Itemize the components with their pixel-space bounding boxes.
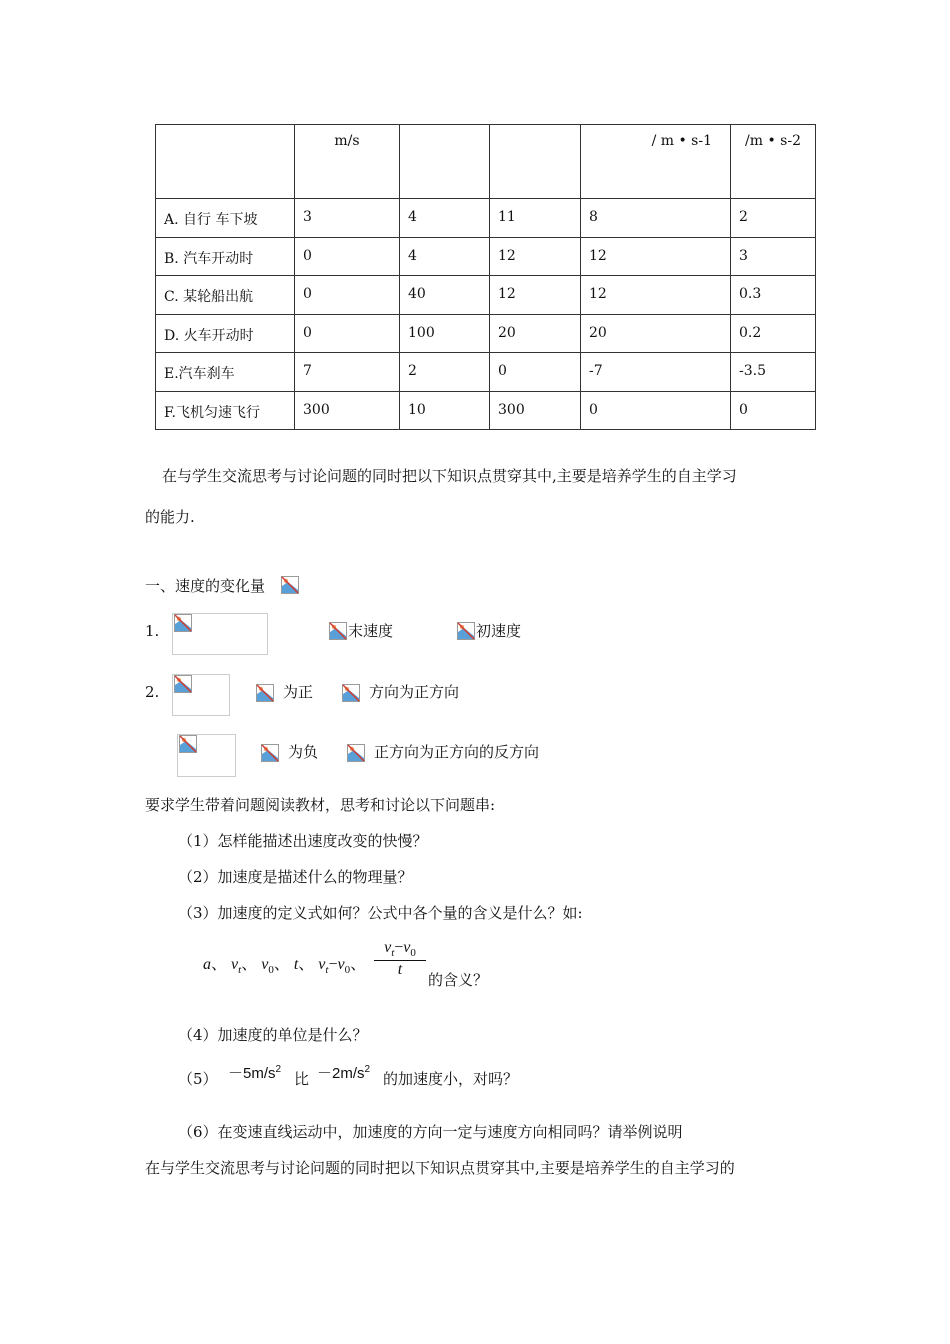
questions-lead: 要求学生带着问题阅读教材，思考和讨论以下问题串: bbox=[145, 796, 496, 814]
table-cell: 12 bbox=[581, 276, 731, 315]
table-cell: 0 bbox=[295, 276, 400, 315]
table-cell: 0 bbox=[581, 391, 731, 430]
table-cell: 40 bbox=[400, 276, 490, 315]
question-5-value-2 bbox=[317, 1062, 370, 1083]
question-1: （1）怎样能描述出速度改变的快慢？ bbox=[178, 832, 428, 850]
broken-image-icon bbox=[174, 675, 192, 693]
positive-label: 为正 bbox=[283, 683, 314, 701]
formula-fraction bbox=[374, 939, 426, 979]
table-cell: 3 bbox=[295, 199, 400, 238]
table-cell: B. 汽车开动时 bbox=[156, 237, 295, 276]
table-header-cell: /m • s-2 bbox=[731, 125, 816, 199]
table-cell: 0 bbox=[731, 391, 816, 430]
table-row bbox=[156, 237, 816, 276]
table-header-cell bbox=[400, 125, 490, 199]
table-cell: 11 bbox=[490, 199, 581, 238]
end-velocity-label: 末速度 bbox=[348, 622, 394, 640]
question-5-value-1 bbox=[228, 1062, 281, 1083]
item-2-number: 2. bbox=[145, 683, 160, 701]
formula-v0: v bbox=[403, 939, 411, 956]
formula-vt: v bbox=[384, 939, 392, 956]
question-3: （3）加速度的定义式如何？公式中各个量的含义是什么？如: bbox=[178, 904, 583, 922]
question-5-mid: 比 bbox=[294, 1070, 310, 1088]
formula-v0: v bbox=[261, 956, 269, 973]
broken-image-icon bbox=[329, 622, 347, 640]
table-cell: 0.2 bbox=[731, 314, 816, 353]
table-cell: 7 bbox=[295, 353, 400, 392]
start-velocity-label: 初速度 bbox=[476, 622, 522, 640]
table-cell: 300 bbox=[490, 391, 581, 430]
formula-a: a bbox=[203, 956, 211, 973]
definition-formula bbox=[203, 951, 366, 976]
table-cell: F.飞机匀速飞行 bbox=[156, 391, 295, 430]
value-text: －5m/s bbox=[228, 1065, 276, 1082]
question-3-suffix: 的含义？ bbox=[428, 971, 489, 989]
value-text: －2m/s bbox=[317, 1065, 365, 1082]
table-cell: E.汽车刹车 bbox=[156, 353, 295, 392]
formula-vt-sub: t bbox=[325, 964, 329, 977]
question-2: （2）加速度是描述什么的物理量？ bbox=[178, 868, 413, 886]
superscript: 2 bbox=[364, 1064, 371, 1075]
formula-v0-sub: 0 bbox=[410, 947, 416, 960]
broken-image-icon bbox=[281, 576, 299, 594]
table-cell: 10 bbox=[400, 391, 490, 430]
formula-vt-sub: t bbox=[391, 947, 395, 960]
broken-image-icon bbox=[256, 684, 274, 702]
acceleration-table bbox=[155, 124, 816, 430]
table-cell: 0 bbox=[295, 314, 400, 353]
question-6: （6）在变速直线运动中，加速度的方向一定与速度方向相同吗？请举例说明 bbox=[178, 1123, 683, 1141]
table-cell: A. 自行 车下坡 bbox=[156, 199, 295, 238]
formula-t: t bbox=[293, 956, 299, 973]
table-row bbox=[156, 199, 816, 238]
superscript: 2 bbox=[275, 1064, 282, 1075]
intro-line-1: 在与学生交流思考与讨论问题的同时把以下知识点贯穿其中,主要是培养学生的自主学习 bbox=[162, 467, 737, 485]
formula-separator: 、 bbox=[298, 956, 315, 973]
table-cell: 3 bbox=[731, 237, 816, 276]
formula-v0-sub: 0 bbox=[344, 964, 351, 977]
table-row bbox=[156, 314, 816, 353]
question-4: （4）加速度的单位是什么？ bbox=[178, 1026, 368, 1044]
table-cell: 0.3 bbox=[731, 276, 816, 315]
fraction-numerator bbox=[374, 939, 426, 959]
question-5-prefix: （5） bbox=[178, 1070, 218, 1088]
formula-v0: v bbox=[337, 956, 345, 973]
formula-vt: v bbox=[318, 956, 326, 973]
table-cell: 20 bbox=[581, 314, 731, 353]
formula-comma: 、 bbox=[350, 956, 367, 973]
table-row bbox=[156, 276, 816, 315]
formula-vt-sub: t bbox=[238, 964, 242, 977]
fraction-denominator: t bbox=[397, 961, 403, 979]
table-row bbox=[156, 353, 816, 392]
table-cell: -3.5 bbox=[731, 353, 816, 392]
section-title: 一、速度的变化量 bbox=[145, 577, 266, 595]
table-cell: 12 bbox=[581, 237, 731, 276]
question-5-suffix: 的加速度小，对吗？ bbox=[383, 1070, 519, 1088]
table-cell: 0 bbox=[295, 237, 400, 276]
table-cell: C. 某轮船出航 bbox=[156, 276, 295, 315]
table-header-cell bbox=[490, 125, 581, 199]
table-cell: D. 火车开动时 bbox=[156, 314, 295, 353]
table-cell: 2 bbox=[731, 199, 816, 238]
formula-separator: 、 bbox=[241, 956, 258, 973]
formula-minus: − bbox=[394, 939, 404, 956]
table-cell: 4 bbox=[400, 199, 490, 238]
footer-line: 在与学生交流思考与讨论问题的同时把以下知识点贯穿其中,主要是培养学生的自主学习的 bbox=[145, 1159, 735, 1177]
formula-separator: 、 bbox=[211, 956, 228, 973]
negative-label: 为负 bbox=[288, 743, 319, 761]
broken-image-icon bbox=[342, 684, 360, 702]
table-cell: -7 bbox=[581, 353, 731, 392]
positive-direction-label: 方向为正方向 bbox=[369, 683, 460, 701]
table-cell: 12 bbox=[490, 237, 581, 276]
broken-image-icon bbox=[174, 614, 192, 632]
table-cell: 100 bbox=[400, 314, 490, 353]
table-cell: 12 bbox=[490, 276, 581, 315]
intro-line-2: 的能力. bbox=[145, 508, 195, 526]
formula-vt: v bbox=[231, 956, 239, 973]
broken-image-icon bbox=[457, 622, 475, 640]
table-cell: 0 bbox=[490, 353, 581, 392]
broken-image-icon bbox=[261, 744, 279, 762]
formula-separator: 、 bbox=[273, 956, 290, 973]
formula-v0-sub: 0 bbox=[268, 964, 274, 977]
table-cell: 8 bbox=[581, 199, 731, 238]
table-cell: 20 bbox=[490, 314, 581, 353]
table-cell: 300 bbox=[295, 391, 400, 430]
table-header-cell bbox=[156, 125, 295, 199]
formula-minus: − bbox=[328, 956, 338, 973]
broken-image-icon bbox=[179, 735, 197, 753]
table-cell: 2 bbox=[400, 353, 490, 392]
table-row bbox=[156, 391, 816, 430]
table-header-cell: / m • s-1 bbox=[581, 125, 731, 199]
broken-image-icon bbox=[347, 744, 365, 762]
table-header-cell: m/s bbox=[295, 125, 400, 199]
item-1-number: 1. bbox=[145, 622, 160, 640]
table-cell: 4 bbox=[400, 237, 490, 276]
negative-direction-label: 正方向为正方向的反方向 bbox=[374, 743, 540, 761]
table-header-row bbox=[156, 125, 816, 199]
